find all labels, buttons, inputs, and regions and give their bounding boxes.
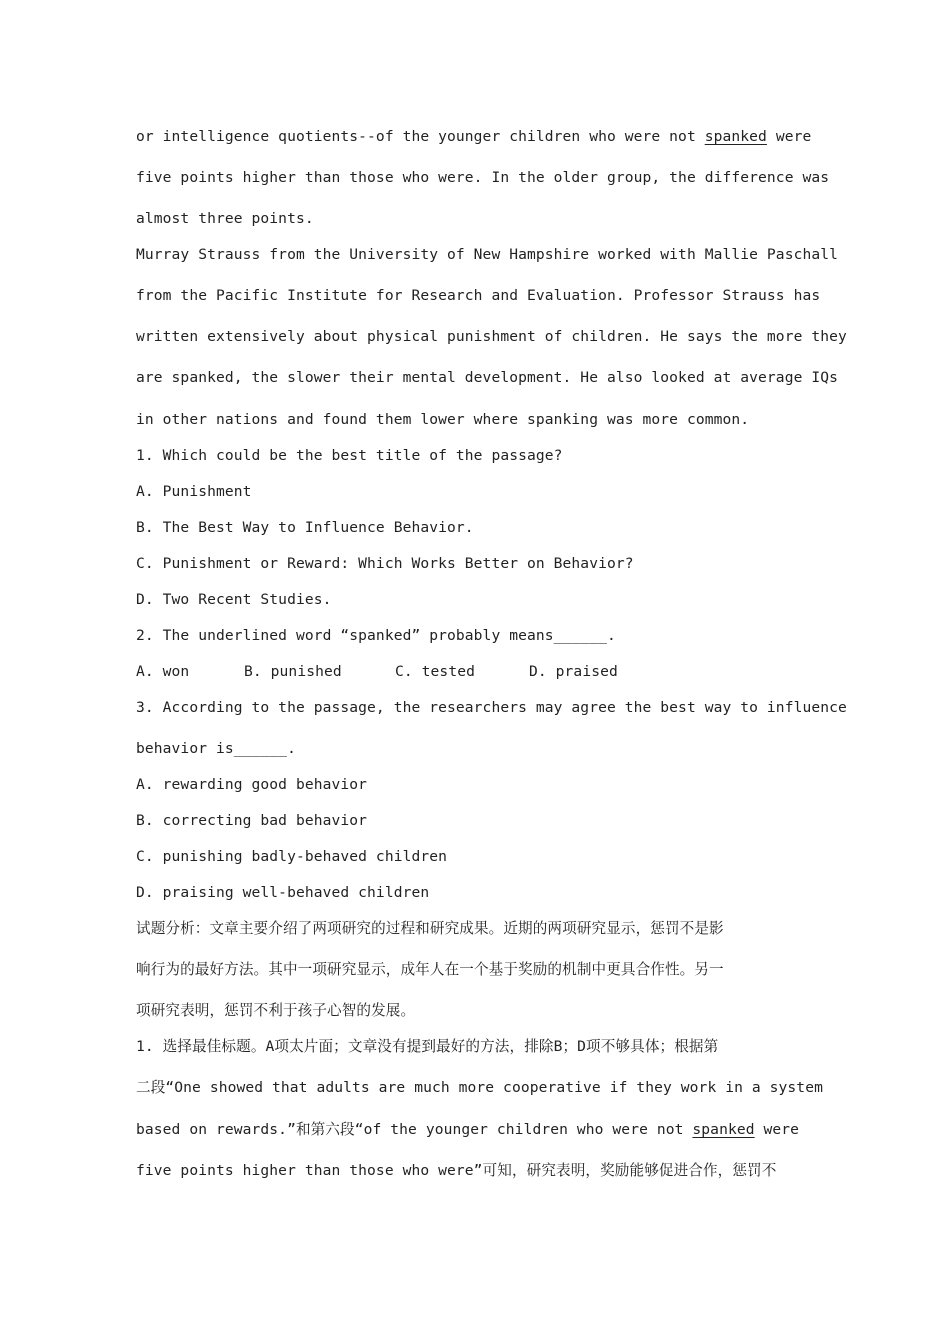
option-c: C. punishing badly-behaved children (136, 848, 448, 865)
option-d: D. praised (529, 663, 618, 680)
question-3-stem: 3. According to the passage, the researchers may agree the best way to influence (136, 699, 847, 716)
passage-line: almost three points. (136, 210, 314, 227)
analysis-line (136, 1120, 799, 1140)
question-2-stem: 2. The underlined word “spanked” probably means______. (136, 627, 616, 644)
passage-line: written extensively about physical punishment of children. He says the more they (136, 328, 847, 345)
analysis-line: 1. 选择最佳标题。A项太片面；文章没有提到最好的方法，排除B；D项不够具体；根据第 (136, 1038, 719, 1055)
analysis-line: 响行为的最好方法。其中一项研究显示，成年人在一个基于奖励的机制中更具合作性。另一 (136, 961, 724, 978)
text: based on rewards.”和第六段“of the younger children who were not (136, 1121, 693, 1138)
option-d: D. Two Recent Studies. (136, 591, 332, 608)
option-b: B. correcting bad behavior (136, 812, 368, 829)
analysis-line: 项研究表明，惩罚不利于孩子心智的发展。 (136, 1002, 416, 1019)
analysis-line: five points higher than those who were”可知，研究表明，奖励能够促进合作，惩罚不 (136, 1162, 777, 1179)
option-b: B. The Best Way to Influence Behavior. (136, 519, 474, 536)
option-a: A. rewarding good behavior (136, 776, 368, 793)
passage-line: Murray Strauss from the University of New Hampshire worked with Mallie Paschall (136, 246, 839, 263)
passage-line: in other nations and found them lower where spanking was more common. (136, 411, 750, 428)
option-b: B. punished (244, 663, 342, 680)
question-3-stem: behavior is______. (136, 740, 296, 757)
option-c: C. Punishment or Reward: Which Works Better on Behavior? (136, 555, 634, 572)
underlined-word: spanked (692, 1121, 755, 1138)
passage-line: from the Pacific Institute for Research and Evaluation. Professor Strauss has (136, 287, 821, 304)
option-c: C. tested (395, 663, 475, 680)
underlined-word: spanked (704, 128, 767, 145)
analysis-line: 试题分析：文章主要介绍了两项研究的过程和研究成果。近期的两项研究显示，惩罚不是影 (136, 920, 724, 937)
question-1-stem: 1. Which could be the best title of the passage? (136, 447, 563, 464)
passage-line: five points higher than those who were. In the older group, the difference was (136, 169, 830, 186)
passage-line (136, 127, 811, 147)
text: or intelligence quotients--of the younger children who were not (136, 128, 705, 145)
passage-line: are spanked, the slower their mental development. He also looked at average IQs (136, 369, 839, 386)
text: were (766, 128, 812, 145)
option-a: A. won (136, 663, 190, 680)
text: were (754, 1121, 800, 1138)
analysis-line: 二段“One showed that adults are much more cooperative if they work in a system (136, 1079, 823, 1096)
option-d: D. praising well-behaved children (136, 884, 430, 901)
option-a: A. Punishment (136, 483, 252, 500)
